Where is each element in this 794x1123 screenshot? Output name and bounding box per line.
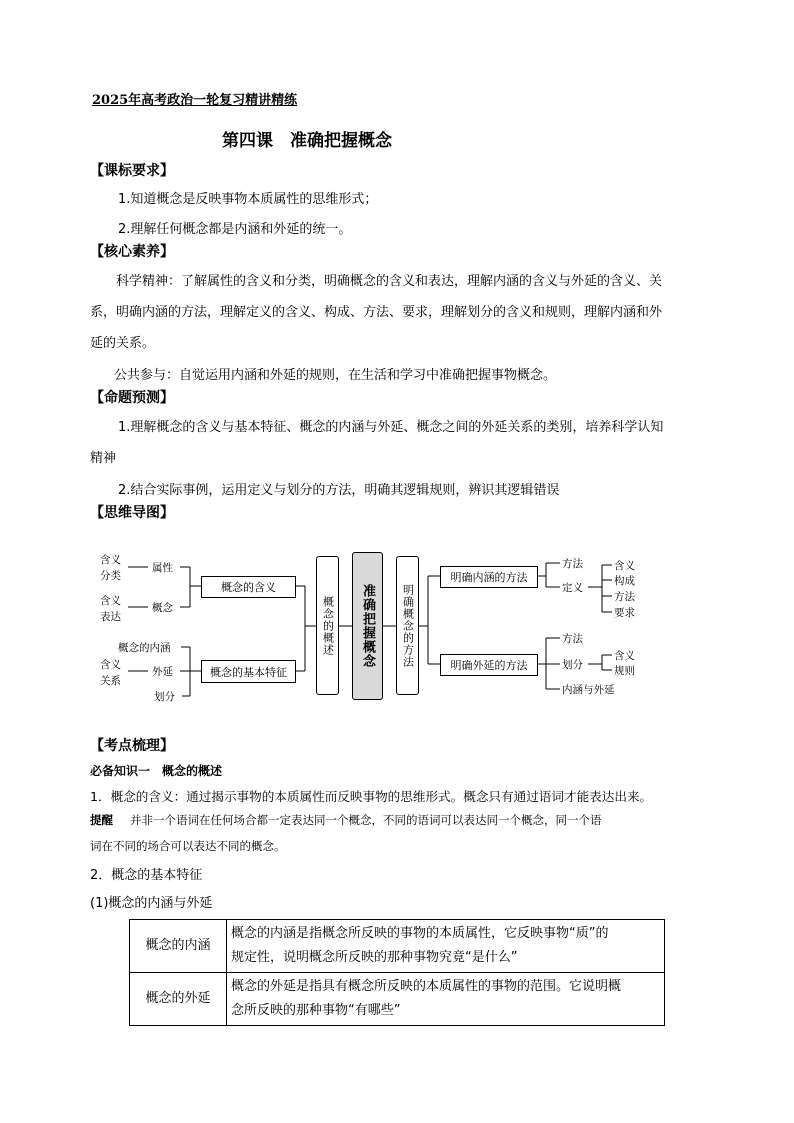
mm-box-basic-features: [201, 660, 296, 683]
mm-label-guanxi: 关系: [100, 675, 121, 687]
mm-label-dingyi: 定义: [562, 582, 583, 594]
intension-extension-table: [129, 919, 665, 1026]
literacy-public: 公共参与：自觉运用内涵和外延的规则，在生活和学习中准确把握事物概念。: [114, 368, 557, 383]
mm-label-neihan: 概念的内涵: [118, 642, 171, 654]
mm-box-overview: [316, 556, 339, 695]
mm-box-methods: [396, 556, 419, 695]
literacy-science-line-2: 系，明确内涵的方法，理解定义的含义、构成、方法、要求，理解划分的含义和规则，理解内涵和外: [90, 305, 663, 320]
knowledge-p1: 1．概念的含义：通过揭示事物的本质属性而反映事物的思维形式。概念只有通过语词才能表达出来。: [90, 789, 653, 804]
knowledge-tip-line-2: 词在不同的场合可以表达不同的概念。: [90, 839, 286, 853]
mm-box-basic-features-label: 概念的基本特征: [210, 665, 287, 679]
table-row-content: [227, 973, 665, 1026]
mm-label-hanyi-2: 含义: [100, 595, 121, 607]
mm-label-hanyi: 含义: [100, 554, 121, 566]
knowledge-p3: (1)概念的内涵与外延: [90, 896, 213, 911]
table-line: 念所反映的那种事物“有哪些”: [231, 1003, 401, 1018]
standards-item-2: 2.理解任何概念都是内涵和外延的统一。: [118, 222, 352, 237]
mm-label-h-hanyi: 含义: [614, 650, 635, 662]
knowledge-tip-line-1: 并非一个语词在任何场合都一定表达同一个概念，不同的语词可以表达同一个概念，同一个语: [130, 813, 602, 827]
standards-item-1: 1.知道概念是反映事物本质属性的思维形式；: [118, 192, 378, 207]
mm-box-intension-methods-label: 明确内涵的方法: [450, 571, 528, 584]
literacy-science-line-1: 科学精神：了解属性的含义和分类，明确概念的含义和表达，理解内涵的含义与外延的含义、关: [116, 274, 663, 289]
table-row: [130, 920, 665, 973]
table-row-content: [227, 920, 665, 973]
mm-label-fangfa-2: 方法: [562, 633, 583, 645]
mm-box-intension-methods: [440, 566, 538, 588]
mm-label-neihan-waiyan: 内涵与外延: [562, 684, 615, 696]
literacy-science-line-3: 延的关系。: [90, 336, 156, 351]
mm-box-methods-label: 明确概念的方法: [401, 583, 415, 668]
mm-box-overview-label: 概念的概述: [321, 595, 335, 656]
mm-label-h-guize: 规则: [614, 665, 635, 677]
mm-box-concept-meaning: [201, 576, 296, 598]
forecast-item-1-line-2: 精神: [90, 451, 117, 466]
knowledge-p2: 2．概念的基本特征: [90, 868, 203, 883]
mm-label-d-fangfa: 方法: [614, 591, 635, 603]
section-mindmap-title: 【思维导图】: [90, 505, 174, 521]
section-literacy-title: 【核心素养】: [90, 244, 174, 260]
table-row: [130, 973, 665, 1026]
mm-label-shuxing: 属性: [152, 562, 173, 574]
forecast-item-1-line-1: 1.理解概念的含义与基本特征、概念的内涵与外延、概念之间的外延关系的类别，培养科学认知: [118, 420, 664, 435]
mm-box-center-label: 准确把握概念: [360, 584, 375, 668]
mm-label-gainian: 概念: [152, 602, 173, 614]
knowledge-heading: 必备知识一 概念的概述: [90, 764, 223, 778]
lesson-title: 第四课 准确把握概念: [222, 131, 392, 151]
mm-label-biaoda: 表达: [100, 611, 121, 623]
mm-label-waiyan: 外延: [152, 666, 173, 678]
section-forecast-title: 【命题预测】: [90, 390, 174, 406]
table-row-head: 概念的内涵: [130, 920, 227, 973]
document-header-title: 2025年高考政治一轮复习精讲精练: [92, 93, 298, 108]
mm-label-hanyi-3: 含义: [100, 659, 121, 671]
section-standards-title: 【课标要求】: [90, 163, 174, 179]
mm-label-fenlei: 分类: [100, 570, 121, 582]
mm-box-extension-methods-label: 明确外延的方法: [450, 659, 528, 672]
knowledge-tip-label: 提醒: [90, 813, 113, 827]
section-review-title: 【考点梳理】: [90, 738, 174, 754]
mm-label-d-goucheng: 构成: [614, 575, 635, 587]
table-line: 概念的外延是指具有概念所反映的本质属性的事物的范围。它说明概: [231, 979, 622, 994]
table-row-head: 概念的外延: [130, 973, 227, 1026]
mm-box-center: [352, 552, 383, 700]
mm-label-d-hanyi: 含义: [614, 560, 635, 572]
mm-box-extension-methods: [440, 654, 538, 676]
mm-label-huafen: 划分: [154, 691, 175, 703]
forecast-item-2: 2.结合实际事例，运用定义与划分的方法，明确其逻辑规则，辨识其逻辑错误: [118, 483, 560, 498]
table-line: 概念的内涵是指概念所反映的事物的本质属性，它反映事物“质”的: [231, 926, 609, 941]
mm-label-d-yaoqiu: 要求: [614, 607, 635, 619]
table-line: 规定性，说明概念所反映的那种事物究竟“是什么”: [231, 950, 518, 965]
mm-label-fangfa-1: 方法: [562, 558, 583, 570]
mm-label-huafen-right: 划分: [562, 659, 583, 671]
mm-box-concept-meaning-label: 概念的含义: [221, 581, 276, 594]
